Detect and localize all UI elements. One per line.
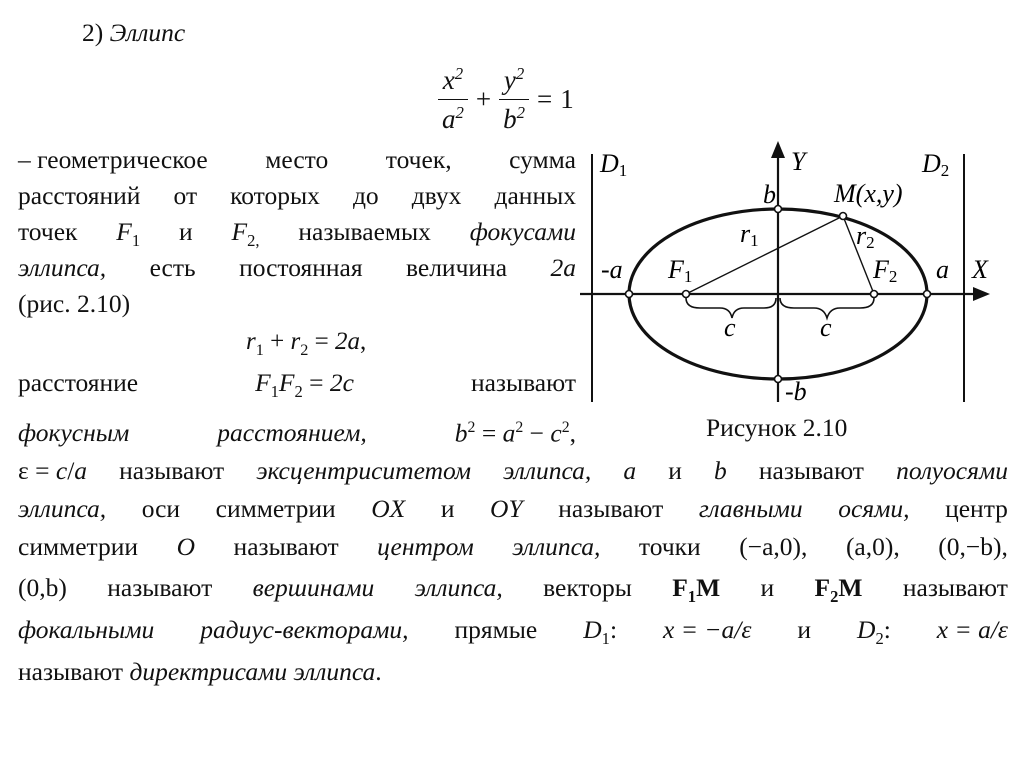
full-line-3: симметрии O называют центром эллипса, точки (−a,0), (a,0), (0,−b), [18,532,1008,561]
fraction-y: $\frac{y^2}{b^2}$ [499,64,529,135]
ellipse-figure [580,140,1000,405]
full-line-2: эллипса, оси симметрии OX и OY называют главными осями, центр [18,494,1008,523]
paragraph-line-2: расстояний от которых до двух данных [18,181,576,210]
ellipse-canonical-equation [438,64,574,135]
point-m [840,213,847,220]
section-number: 2) [82,18,104,47]
full-line-4: (0,b) называют вершинами эллипса, векторы $F_1M$ и $F_2M$ называют [18,573,1008,607]
label-m: M(x,y) [834,179,903,208]
label-r2: r2 [856,221,875,252]
label-f2: F2 [873,255,898,286]
radius-r1 [686,216,843,294]
full-line-6: называют директрисами эллипса. [18,657,382,686]
rhs-one: 1 [560,84,574,114]
label-f1: F1 [668,255,693,286]
vertex-a [924,291,931,298]
line-focal-distance: расстояние $F_1F_2 = 2c$ называют [18,368,576,402]
label-neg-a: -a [601,255,623,284]
line-focal-relation: фокусным расстоянием, $b^2 = a^2 - c^2$, [18,418,576,448]
label-c-left: c [724,313,736,342]
figure-caption: Рисунок 2.10 [706,413,848,442]
y-axis-arrow [771,141,785,158]
label-r1: r1 [740,219,759,250]
fraction-x: $\frac{x^2}{a^2}$ [438,64,468,135]
figure-reference: (рис. 2.10) [18,289,131,318]
label-b: b [763,180,776,209]
label-c-right: c [820,313,832,342]
x-axis-arrow [973,287,990,301]
focus-f1-point [683,291,690,298]
section-title [82,20,185,46]
full-line-5: фокальными радиус-векторами, прямые $D_1$: x = −a/ε и $D_2$: x = a/ε [18,615,1008,649]
label-y-axis: Y [791,147,806,176]
section-name: Эллипс [109,18,186,47]
plus-sign: + [475,84,492,114]
label-d2: D2 [922,149,950,180]
paragraph-line-4: эллипса, есть постоянная величина 2a [18,253,576,282]
vertex-neg-b [775,376,782,383]
label-a: a [936,255,949,284]
paragraph-line-3: точек $F_1$ и $F_{2,}$ называемых фокусами [18,217,576,251]
vertex-neg-a [626,291,633,298]
full-line-1: ε = c/a называют эксцентриситетом эллипса, a и b называют полуосями [18,456,1008,485]
label-d1: D1 [600,149,628,180]
label-x-axis: X [972,255,988,284]
paragraph-line-1: – геометрическое место точек, сумма [18,145,576,174]
focus-f2-point [871,291,878,298]
label-neg-b: -b [785,377,807,405]
equation-r1-r2: $r_1 + r_2 = 2a$, [246,328,367,359]
equals-sign: = [536,84,553,114]
